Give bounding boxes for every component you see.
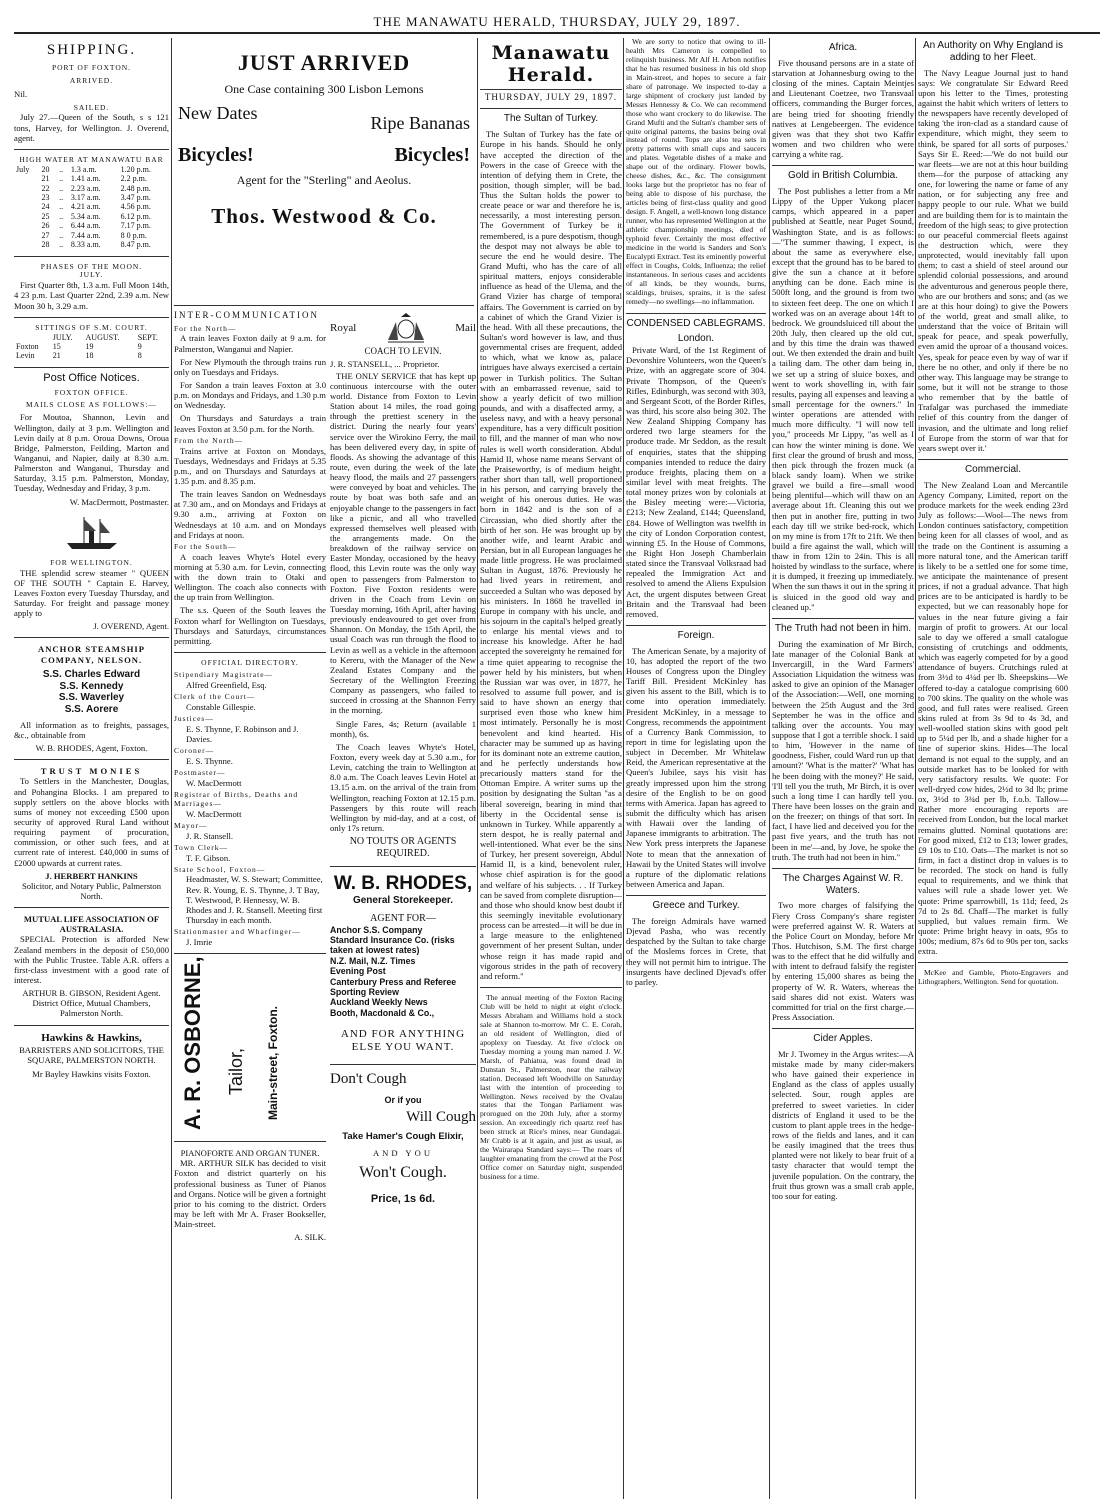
official-directory [174,671,326,947]
royal-label: Royal [330,321,357,334]
tide-row [14,231,169,240]
directory-office: State School, Foxton— [174,864,266,874]
osborne-advert [174,956,326,1135]
sittings-cell: Foxton [16,341,39,351]
tide-table [14,165,169,250]
greece-turkey-heading: Greece and Turkey. [626,895,766,912]
tide-row [14,174,169,183]
sittings-heading: SITTINGS OF S.M. COURT. [35,322,148,332]
agency-item: Canterbury Press and Referee [330,976,457,987]
wont-cough: Won't Cough. [359,1164,447,1182]
rhodes-title: W. B. RHODES, [333,872,473,894]
sittings-cell: 9 [137,341,142,351]
london-heading: London. [677,333,715,345]
coach-notice: A coach leaves Whyte's Hotel every morning at 5.30 a.m. for Levin, connecting with the down train to Otaki and Wellington. The coach also connects with the up train from Wellington. [174,551,326,603]
port-heading: PORT OF FOXTON. [51,62,132,72]
post-office-heading: Post Office Notices. [14,367,169,385]
agency-item: Sporting Review [330,986,399,997]
column-leader [480,38,622,1499]
hankins-name: J. HERBERT HANKINS [45,870,138,881]
tide-cell: 7.44 a.m. [70,230,101,240]
column-rule [477,38,478,1499]
authority-article: The Navy League Journal just to hand says: We congratulate Sir Edward Reed upon his letter to the Times, protesting against the habit which writers of letters to the newspapers have recently developed of taking 'the iron-clad as a standard cause of expenditure, which might, they seem to think, be spared for all sorts of purposes.' Says Sir E. Reed:—'We do not build our war fleets—we are not at this hour building them—for the purpose of attacking any one, for lowering the name or fame of any nation, or for subjecting any free and happy people to our rule. What we build and are building them for is to maintain the freedom of the high seas; to give protection to our peaceful commercial fleets against the destruction which, were they unprotected, would inevitably fall upon them; to cast a shield of steel around our splendid colonial possessions, and around the adventurous and generous people there, who are our brothers and sons; and (as we are at this hour doing) to give the Powers of the world, great and small alike, to understand that the voice of Britain will speak for peace, and speak powerfully, even amid the uproar of a thousand voices. Yes, speak for peace even by way of war if there be no other, and only if there be no other way. This language may be strange to some, but it will not be strange to those who remember that by the battle of Trafalgar was purchased the immediate relief of this country from the danger of invasion, and the ultimate and long relief of Europe from the storm of war that for years swept over it.' [918,67,1068,453]
tide-cell [14,184,40,193]
for-south-heading: For the South— [174,541,237,551]
tide-cell: .. [59,211,64,221]
hamers-elixir: Take Hamer's Cough Elixir, [342,1130,464,1142]
piano-tuner-text: MR. ARTHUR SILK has decided to visit Foxton and district quarterly on his professional business as Tuner of Pianos and Organs. Notice will be given a fortnight prior to his coming to the district. Orders may be left with Mr A. Fraser Bookseller, Main-street. [174,1158,326,1230]
moon-heading: PHASES OF THE MOON. [40,261,143,271]
london-news: Private Ward, of the 1st Regiment of Devonshire Volunteers, won the Queen's Prize, with an aggregate score of 304. Private Thompson, of the Queen's Rifles, Edinburgh, was second with 303, and Sergeant Scott, of the Border Rifles, was third, his score also being 302. The New Zealand Shipping Company has ordered two large steamers for the produce trade. Mr Seddon, as the result of enquiries, states that the shipping companies intended to reduce the dairy produce freights, placing them on a similar level with meat freights. The total money prizes won by colonials at the Bisley meeting were:—Victoria, £213; New Zealand, £144; Queensland, £84. Howe of Wellington was twelfth in the city of London Corporation contest, winning £5. In the House of Commons, the Right Hon Joseph Chamberlain stated since the Transvaal Volksraad had repealed the Immigration Act and resolved to amend the Aliens Expulsion Act, the urgent disputes between Great Britain and the Transvaal had been removed. [626,345,766,619]
directory-office: Coroner— [174,745,215,755]
directory-office: Mayor— [174,820,208,830]
agency-item: Booth, Macdonald & Co., [330,1007,435,1018]
foreign-news: The American Senate, by a majority of 10, has adopted the report of the two Houses of Congress upon the Dingley Tariff Bill. President McKinley has given his assent to the Bill, which is to come into operation immediately. President McKinley, in a message to Congress, recommends the appointment of a Currency Bank Commission, to report in time for legislating upon the subject in December. Mr Whitelaw Reid, the American representative at the Queen's Jubilee, says his visit has greatly impressed upon him the strong desire of the English to be on good terms with America. Japan has agreed to submit the difficulty which has arisen with Hawaii over the landing of Japanese immigrants to arbitration. The New York press interprets the Japanese Note to mean that the annexation of Hawaii by the United States will involve a rupture of the diplomatic relations between America and Japan. [626,645,766,890]
tide-cell [14,221,40,230]
sittings-cell: AUGUST. [85,332,120,342]
herald-title: Manawatu Herald. [491,42,611,87]
tide-row [14,221,169,230]
dont-cough: Don't Cough [330,1070,407,1087]
tide-cell: 3.17 a.m. [70,192,101,202]
local-notes: We are sorry to notice that owing to ill-health Mrs Cameron is compelled to relinquish business. Mr Alf H. Arbon notifies that he has resumed business in his old shop in Main-street, and hopes to secure a fair share of patronage. We inspected to-day a large shipment of crockery just landed by Messrs Hennessy & Co. We can recommend those who want crockery to do likewise. The Grand Mufti and the Sultan's chamber sets of quite original patterns, the basins being oval instead of round. Tops are also tea sets in pretty patterns with small cups and saucers and plates. Vegetable dishes of a make and shape out of the ordinary. Flower bowls, cheese dishes, &c., &c. The consignment looks large but the proprietor has no fear of being able to dispose of his purchase, the articles being of first-class quality and good design. F. Angell, a well-known long distance runner, who has represented Wellington at the athletic championship meetings, died of typhoid fever. Certainly the most effective medicine in the world is Sanders and Son's Eucalypti Extract. Test its eminently powerful effect in Coughs, Colds, Influenza; the relief instantaneous. In serious cases and accidents of all kinds, be they wounds, burns, scaldings, bruises, sprains, it is the safest remedy—no swellings—no inflammation. [626,38,766,306]
truth-article: During the examination of Mr Birch, late manager of the Colonial Bank at Invercargill, in the Ward Farmers' Association Liquidation the witness was asked to give an opinion of the Manager of the Association:—Well, one morning between the 25th August and the 3rd September he was in the office and talking over the accounts. You may suppose that I got a terrible shock. I said to him, 'However in the name of goodness, Fisher, could Ward run up that amount?' 'What is the matter?' 'What has he been doing with the money?' He said, 'I'll tell you the truth, Mr Birch, it is over such a long time I can hardly tell you. There have been losses on the grain and on the freezer; on things of that sort. In fact, I have lied and deceived you for the past five years, and the truth has not been in me'—and, by Jove, he spoke the truth. The truth had not been in him." [772,638,914,862]
tide-cell: 8 0 p.m. [120,230,147,240]
coach-to-levin: COACH TO LEVIN. [364,346,442,356]
sittings-cell: 21 [52,351,61,361]
tide-cell [14,174,40,183]
anything-else-line: AND FOR ANYTHING ELSE YOU WANT. [340,1028,466,1054]
sittings-row [14,351,169,360]
official-directory-heading: OFFICIAL DIRECTORY. [201,657,299,667]
column-coach-and-adverts [330,310,476,1499]
steamer-notice: The s.s. Queen of the South leaves the Foxton wharf for Wellington on Tuesdays, Thursdays and Saturdays, circumstances permitting. [174,605,326,646]
storekeeper-label: General Storekeeper. [352,895,454,907]
tide-cell: 23 [41,192,50,202]
gold-heading: Gold in British Columbia. [772,165,914,182]
africa-news: Five thousand persons are in a state of starvation at Johannesburg owing to the closing of the mines. Captain Meintjes and Lieutenant Coetzee, two Transvaal officers, commanding the Burger forces, are being tried for shooting friendly natives at Lengebeergen. The evidence given was that they shot two Kaffir women and two children who were carrying a white rag. [772,57,914,160]
tide-cell: 4.56 p.m. [120,202,151,212]
anchor-company-title: ANCHOR STEAMSHIP COMPANY, NELSON. [38,644,145,665]
column-rule [769,38,770,1499]
tide-row [14,240,169,249]
tide-cell [14,202,40,211]
arrived-heading: ARRIVED. [69,75,114,85]
masthead-rule [14,32,1100,34]
hawkins-visit: Mr Bayley Hawkins visits Foxton. [32,1068,151,1079]
directory-office: Stationmaster and Wharfinger— [174,927,301,937]
trust-monies-text: To Settlers in the Manchester, Douglas, and Pohangina Blocks. I am prepared to supply settlers on the above blocks with sums of money not exceeding £500 upon security of approved Rural Land without requiring payment of procuration, commission, or other such fees, and at current rate of interest. £40,000 in sums of £2000 upwards at current rates. [14,776,169,868]
for-north-heading: For the North— [174,323,237,333]
tide-cell: 26 [41,221,50,231]
sailed-heading: SAILED. [73,102,110,112]
tide-cell: 3.47 p.m. [120,192,151,202]
sailed-text: July 27.—Queen of the South, s s 121 tons, Harvey, for Wellington. J. Overend, agent. [14,112,169,143]
mail-label: Mail [455,321,476,334]
commercial-article: The New Zealand Loan and Mercantile Agency Company, Limited, report on the produce markets for the week ending 23rd July as follows:—Wool—The news from London continues satisfactory, competition being keen for all classes of wool, and as the trade on the Continent is assuming a more natural tone, and the American tariff is likely to be a settled one for some time, we anticipate the maintenance of present prices, if not a gradual advance. That high prices are to be anticipated is hardly to be expected, but we can reasonably hope for values in the near future giving a fair margin of profit to growers. At our local sale to day we offered a small catalogue consisting of crutchings and oddments, which was eagerly competed for by a good attendance of buyers. Crutchings ruled at from 3½d to 4¼d per lb. Sheepskins—We offered to-day a catalogue comprising 600 to 700 skins. The quality on the whole was good, and full rates were realised. Green skins ruled at from 3s 9d to 4s 3d, and well-woolled station skins with good pelt up to 5¼d per lb, and a shade higher for a line of superior skins. Hides—The local demand is not equal to the supply, and an outside market has to be looked for with very satisfactory results. We quote: For well-dryed cow hides, 2½d to 3d lb; prime ox, 3½d to 3¾d per lb, f.o.b. Tallow—Rather more encouraging reports are received from London, but the local market remains glutted. Nominal quotations are: For good mixed, £12 to £13; lower grades, £9 10s to £10. Oats—The market is not so firm, in fact a distinct drop in values is to be recorded. The stock on hand is fully equal to requirements, and we think that values will rule a shade lower yet. We quote: Prime sparrowbill, 1s 11d; feed, 2s 7d to 2s 8d. Chaff—The market is fully supplied, but values remain firm. We quote: Prime bright heavy in oats, 95s to 100s; medium, 87s 6d to 90s per ton, sacks extra. [918,479,1068,957]
commercial-heading: Commercial. [918,459,1068,476]
tide-cell: July [16,164,30,174]
tide-cell: 2.48 p.m. [120,183,151,193]
coach-text: THE ONLY SERVICE that has kept up continuous intercourse with the outer world. Distance from Foxton to Levin Station about 14 miles, the road going through the prettiest scenery in the district. During the nearly four years' service over the Wirokino Ferry, the mail has been delivered every day, in spite of floods. As showing the advantage of this route, even during the week of the late heavy flood, the mails and 27 passengers were conveyed by boat and vehicles. The route by boat was both safe and an enjoyable change to the passengers in fact like a picnic, and all who travelled expressed themselves well pleased with the arrangements made. On the breakdown of the railway service on Easter Monday, occasioned by the heavy flood, this Levin route was the only way open to passengers from Palmerston to Foxton. Five Foxton residents were driven in the Coach from Levin on Tuesday morning, 16th April, after having previously endeavoured to get over from Shannon. On Monday, the 15th April, the usual Coach was run through the flood to Levin as well as a vehicle in the afternoon to Kereru, with the Manager of the New Zealand Estates Company and the Secretary of the Wellington Freezing Company as passengers, who failed to succeed in crossing at the Shannon Ferry in the morning. [330,370,476,716]
tide-cell: 5.34 a.m. [70,211,101,221]
tide-cell: 8.47 p.m. [120,240,151,250]
sittings-cell: SEPT. [137,332,158,342]
from-north-heading: From the North— [174,435,244,445]
tide-cell: 6.44 a.m. [70,221,101,231]
column-rule [915,38,916,1499]
column-shipping [14,38,169,1499]
anchor-info: All information as to freights, passages, &c., obtainable from [14,719,169,741]
directory-office: Postmaster— [174,767,226,777]
tide-cell: 4.21 a.m. [70,202,101,212]
sultan-heading: The Sultan of Turkey. [480,108,622,125]
moon-text: First Quarter 8th, 1.3 a.m. Full Moon 14th, 4 23 p.m. Last Quarter 22nd, 2.39 a.m. New Moon 30 h, 3.29 a.m. [14,280,169,311]
overend-agent: J. OVEREND, Agent. [93,621,169,632]
directory-office: Justices— [174,713,214,723]
agency-item: Standard Insurance Co. (risks taken at lowest rates) [330,935,455,956]
coach-fares: Single Fares, 4s; Return (available 1 month), 6s. [330,718,476,739]
gold-article: The Post publishes a letter from a Mr Lippy of the Upper Yukong placer camps, which appeared in a paper published at Seattle, near Puget Sound, Washington State, and is as follows:—"The summer thawing, I expect, is about the same as everywhere else, except that the ground has to be bared to give the sun a chance at it before anything can be done. Each mine is 500ft long, and the ground is from two to sixteen feet deep. The one on which I worked was on an average about 14ft to bedrock. We groundsluiced till about the 20th July, then cleared up the old cut, and by this time the drain was thawed out. We then extended the drain and built a tailing dam. The other dam being in, we set up a string of sluice boxes, and went to work shovelling in, with fair results, paying all expenses and leaving a small percentage for the owners." In winter operations are attended with much more difficulty. "I will now tell you," proceeds Mr Lippy, "as well as I can how the winter mining is done. We first clear the ground of brush and moss, then pick through the frozen muck (a black sandy loam). When we strike gravel we build a fire—small wood being plentiful—which will thaw on an average about 1ft. Cleaning this out we then put in another fire, putting in two each day till we strike bed-rock, which on my mine is from 17ft to 21ft. We then build a fire against the wall, which will thaw in from 12in to 24in. This is all hoisted by windlass to the surface, where it is dumped, it freezing up immediately. When the sun thaws it out in the spring it is sluiced in the good old way and cleaned up." [772,186,914,612]
tide-cell: 25 [41,211,50,221]
tide-cell: .. [59,192,64,202]
tide-cell: 1.41 a.m. [70,174,101,184]
steamer-text: THE splendid screw steamer " QUEEN OF THE SOUTH " Captain E. Harvey, Leaves Foxton every Tuesday Thursday, and Saturday. For freight and passage money apply to [14,567,169,619]
cider-heading: Cider Apples. [772,1028,914,1045]
foreign-heading: Foreign. [626,625,766,642]
sittings-cell: 18 [85,351,94,361]
agent-for-heading: AGENT FOR— [370,912,436,924]
sittings-row [14,342,169,351]
authority-heading: An Authority on Why England is adding to her Fleet. [922,40,1064,63]
westwood-firm: Thos. Westwood & Co. [211,204,437,228]
sittings-row [14,333,169,342]
tide-cell: 6.12 p.m. [120,211,151,221]
hankins-sub: Solicitor, and Notary Public, Palmerston North. [21,880,162,902]
agency-item: Anchor S.S. Company [330,924,423,935]
bicycles-right: Bicycles! [394,144,470,166]
tide-cell: 7.17 p.m. [120,221,151,231]
sultan-article: The Sultan of Turkey has the fate of Europe in his hands. Should he only have accepted the direction of the Powers in the case of Greece with the intention of defying them in Crete, the position, though simpler, will be bad. Thus the Sultan holds the power to create peace or war and therefore he is, necessarily, a most interesting person. The Government of Turkey be it remembered, is a pure despotism, though the despot may not always be able to secure the end he would desire. The Grand Mufti, who has the care of all spiritual matters, enjoys considerable influence as head of the Ulema, and the Grand Vizier has charge of temporal affairs. The Government is carried on by a cabinet of which the Grand Vizier is the head. With all these precautions, the Sultan's word however is law, and thus governmental crises are frequent, added to which, what we know as, palace intrigues have always exercised a certain power in Turkish politics. The Sultan with an embarrassed revenue, said to show a yearly deficit of two million pounds, and with a disaffected army, a useless navy, and with a heavy personal expenditure, has a very difficult position to fill, and the manner of man who now rules is well worth consideration. Abdul Hamid II, whose name means Servant of the Praiseworthy, is of medium height, rather short than tall, well proportioned in his person, and carrying bravely the weight of his onerous duties. He was born in 1842 and is the son of a Circassian, who died shortly after the birth of her son. He was brought up by another wife, and learnt Arabic and Persian, but in all European languages he made little progress. He was proclaimed Sultan in August, 1876. Previously he had lived years in retirement, and succeeded a Sultan who was deposed by his ministers. In 1868 he travelled in Europe in company with his uncle, and his sojourn in the capital's helped greatly to enlarge his mental views and to increase his knowledge. After he had accepted the sovereignty he remained for a time quiet appearing to recognise the power held by his ministers, but when the Russian war was over, in 1877, he resolved to assume full power, and is said to have shown an energy that surprised even those who knew him most intimately. Personally he is most benevolent and kind hearted. His character may be summed up as having for its dominant note an extreme caution, and he perfectly understands how precariously matters stand for the Ottoman Empire. A writer sums up the position by designating the Sultan "as a liberal sovereign, bearing in mind that liberty in the Occidental sense is unknown in Turkey. While apparently a stern despot, he is really paternal and well-intentioned. What ever be the sins of Turkey, her present sovereign, Abdul Hamid II, is a kind, benevolent ruler, whose chief aspiration is for the good and welfare of his subjects. . . If Turkey can be saved from complete disruption—and those who should know best doubt if this seemingly inevitable evolutionary process can be arrested—it will be due in a large measure to the enlightened government of her present Sultan, under whose reign it has made rapid and vigorous strides in the path of recovery and reform." [480,129,622,981]
train-notice: For New Plymouth the through trains run only on Tuesdays and Fridays. [174,356,326,377]
directory-holder: J. R. Stansell. [186,830,234,841]
masthead: THE MANAWATU HERALD, THURSDAY, JULY 29, 1897. [373,14,741,29]
elixir-price: Price, 1s 6d. [370,1193,436,1206]
directory-office: Town Clerk— [174,842,229,852]
osborne-name: A. R. OSBORNE, [180,956,205,1131]
greece-turkey-news: The foreign Admirals have warned Djevad Pasha, who was recently despatched by the Sultan to take charge of the Moslems forces in Crete, that they will not permit him to intrigue. The insurgents have declined Djevad's offer to parley. [626,915,766,987]
sterling-agent-line: Agent for the "Sterling" and Aeolus. [236,173,412,187]
advert-just-arrived [174,42,474,302]
ship-kennedy: S.S. Kennedy [59,680,124,692]
post-office-sub: FOXTON OFFICE. [54,387,129,397]
sittings-cell: Levin [16,351,35,361]
piano-tuner-heading: PIANOFORTE AND ORGAN TUNER. [180,1148,320,1159]
directory-holder: E. S. Thynne. [186,755,233,766]
mails-text: For Moutoa, Shannon, Levin and Wellington, daily at 3 p.m. Wellington and Levin daily at 8 p.m. Oroua Downs, Oroua Bridge, Palmerston, Feilding, Marton and Wanganui, and Napier, daily at 8.30 a.m. Palmerston and Wanganui, Thursday and Saturday, 3.15 p.m. Palmerston, Monday, Tuesday, Wednesday and Friday, 3 p.m. [14,412,169,494]
leader-date: THURSDAY, JULY 29, 1897. [484,91,618,102]
directory-holder: W. MacDermott [186,808,242,819]
tide-row [14,165,169,174]
column-fleet-commercial [918,38,1068,1499]
tide-cell: 20 [41,164,50,174]
tide-cell: .. [59,202,64,212]
and-you: AND YOU [372,1148,434,1159]
osborne-street: Main-street, Foxton. [266,1006,280,1121]
dates-line: New Dates [178,103,258,123]
tide-cell [14,212,40,221]
column-intercommunication [174,310,326,1499]
train-notice: Trains arrive at Foxton on Mondays, Tuesdays, Wednesdays and Fridays at 5.35 p.m., and on Thursdays and Saturdays at 1.35 p.m. and 8.35 p.m. [174,445,326,486]
tide-cell: .. [59,164,64,174]
directory-holder: Headmaster, W. S. Stewart; Committee, Rev. R. Young, E. S. Thynne, J. T Bay, T. Westwood, P. Hennessy, W. B. Rhodes and J. R. Stansell. Meeting first Thursday in each month. [186,874,323,926]
tide-row [14,202,169,211]
tide-cell: 8.33 a.m. [70,240,101,250]
directory-holder: J. Imrie [186,937,213,948]
engravers-notice: McKee and Gamble, Photo-Engravers and Lithographers, Wellington. Send for quotation. [918,968,1068,987]
coach-text-2: The Coach leaves Whyte's Hotel, Foxton, every week day at 5.30 a.m., for Levin, catching the train to Wellington at 8.0 a.m. The Coach leaves Levin Hotel at 13.15 a.m. on the arrival of the train from Wellington, reaching Foxton at 12.15 p.m. Passengers by this route will reach Wellington by mid-day, and at a cost, of only 17s return. [330,741,476,833]
for-wellington-heading: FOR WELLINGTON. [50,557,133,567]
tide-cell: .. [59,174,64,184]
ship-waverley: S.S. Waverley [58,692,125,704]
no-touts: NO TOUTS OR AGENTS REQUIRED. [349,836,457,859]
tide-cell: 24 [41,202,50,212]
tide-cell: .. [59,183,64,193]
directory-holder: T. F. Gibson. [186,852,231,863]
tide-cell: .. [59,230,64,240]
tide-row [14,212,169,221]
train-notice: A train leaves Foxton daily at 9 a.m. for Palmerston, Wanganui and Napier. [174,333,326,354]
truth-heading: The Truth had not been in him. [772,618,914,635]
sittings-table [14,333,169,361]
charges-heading: The Charges Against W. R. Waters. [772,868,914,897]
train-notice: On Thursdays and Saturdays a train leaves Foxton at 3.50 p.m. for the North. [174,413,326,434]
sittings-cell [14,333,51,342]
bananas-line: Ripe Bananas [370,113,470,133]
sittings-cell: 15 [52,341,61,351]
high-water-heading: HIGH WATER AT MANAWATU BAR [19,154,164,164]
intercommunication-heading: INTER-COMMUNICATION [174,310,319,320]
trust-monies-title: TRUST MONIES [40,766,143,777]
directory-holder: Constable Gillespie. [186,701,256,712]
agency-item: Evening Post [330,966,386,977]
cider-article: Mr J. Twomey in the Argus writes:—A mistake made by many cider-makers who have gained their experience in England as the class of apples usually selected. Sour, rough apples are preferred to sweet varieties. In cider districts of England it used to be the custom to plant apple trees in the hedge-rows of the fields and lanes, and it can be easily imagined that the trees thus planted were not likely to bear fruit of a tasty character that would tempt the juvenile population. On the contrary, the fruit thus grown was a small crab apple, too sour for eating. [772,1048,914,1201]
train-notice: The train leaves Sandon on Wednesdays at 7.30 am., and on Mondays and Fridays at 9.30 a.m., arriving at Foxton on Wednesdays at 10 a.m. and on Mondays and Fridays at noon. [174,489,326,540]
tide-cell: 27 [41,230,50,240]
directory-office: Registrar of Births, Deaths and Marriages— [174,789,299,808]
directory-holder: E. S. Thynne, F. Robinson and J. Davies. [186,723,299,744]
tide-cell: .. [59,240,64,250]
arrived-nil: Nil. [14,89,28,100]
column-rule [171,38,172,1499]
sittings-cell: JULY. [52,332,73,342]
tide-cell: 21 [41,174,50,184]
lemons-line: One Case containing 300 Lisbon Lemons [224,82,424,96]
royal-crest-icon [384,312,428,344]
column-news [626,38,766,1499]
tide-cell: .. [59,221,64,231]
ship-charles-edward: S.S. Charles Edward [42,668,141,680]
tide-cell: 1.20 p.m. [120,164,151,174]
gibson-agent: ARTHUR B. GIBSON, Resident Agent. District Office, Mutual Chambers, Palmerston North. [22,988,161,1019]
agency-item: N.Z. Mail, N.Z. Times [330,955,416,966]
mails-heading: MAILS CLOSE AS FOLLOWS:— [26,399,157,409]
tide-cell: 2.2 p.m. [120,174,147,184]
shipping-heading: SHIPPING. [46,42,137,58]
tide-cell [14,231,40,240]
stansell-proprietor: J. R. STANSELL, ... Proprietor. [330,358,440,369]
train-notice: For Sandon a train leaves Foxton at 3.0 p.m. on Mondays and Fridays, and 1.30 p.m on Wednesday. [174,380,326,411]
column-rule [623,38,624,1499]
silk-signature: A. SILK. [294,1232,326,1243]
directory-office: Stipendiary Magistrate— [174,669,274,679]
osborne-tailor: Tailor, [226,1048,246,1096]
rhodes-agent: W. B. RHODES, Agent, Foxton. [35,743,148,754]
charges-article: Two more charges of falsifying the Fiery Cross Company's share register were preferred against W. R. Waters at the Police Court on Monday, before Mr Thos. Hutchison, S.M. The first charge was to the effect that he did wilfully and with intent to defraud falsify the register by entering 15,000 shares as being the property of W. R. Waters, whereas the said shares did not exist. Waters was committed for trial on the first charge.—Press Association. [772,900,914,1022]
column-cables [772,38,914,1499]
hawkins-sub: BARRISTERS AND SOLICITORS, THE SQUARE, PALMERSTON NORTH. [19,1044,164,1065]
just-arrived-title: JUST ARRIVED [237,50,411,75]
moon-month: JULY. [79,270,104,280]
will-cough: Will Cough [406,1109,476,1126]
mutual-life-title: MUTUAL LIFE ASSOCIATION OF AUSTRALASIA. [23,914,160,935]
directory-office: Clerk of the Court— [174,691,256,701]
postmaster: W. MacDermott, Postmaster. [69,496,169,507]
tide-cell [14,193,40,202]
hawkins-title: Hawkins & Hawkins, [41,1031,142,1044]
local-news: The annual meeting of the Foxton Racing Club will be held to night at eight o'clock. Messrs Abraham and Williams hold a stock sale at Shannon to-morrow. Mr C. E. Corah, an old resident of Wellington, died of apoplexy on Tuesday. At five o'clock on Tuesday morning a young man named J. W. Marsh, of Pahiatua, was found dead in Dunstan St., Palmerston, near the railway station. Deceased left Woodville on Saturday last with the intention of proceeding to Wellington. News received by the Ovalau states that the Tongan Parliament was prorogued on the 20th July, after a stormy session. An exceedingly rich quartz reef has been struck at Rice's mines, near Gundagai. Mr Crabb is at it again, and just as usual, as the Wairarapa Standard says:— The roars of laughter emanating from the crowd at the Post Office corner on Saturday night, suspended business for a time. [480,993,622,1182]
africa-heading: Africa. [828,42,858,53]
directory-holder: W. MacDermott [186,777,242,788]
agency-item: Auckland Weekly News [330,997,428,1008]
agency-list [330,925,476,1018]
bicycles-left: Bicycles! [178,144,254,166]
tide-cell: 28 [41,240,50,250]
mutual-life-text: SPECIAL Protection is afforded New Zealand members in the deposit of £50,000 with the Public Trustee. Table A.R. offers a first-class investment with a good rate of interest. [14,934,169,985]
sittings-cell: 8 [137,351,142,361]
tide-cell: 2.23 a.m. [70,183,101,193]
tide-row [14,193,169,202]
ship-icon [62,513,122,553]
condensed-cablegrams-heading: CONDENSED CABLEGRAMS. [626,313,766,330]
sittings-cell: 19 [85,341,94,351]
directory-holder: Alfred Greenfield, Esq. [186,679,267,690]
tide-cell: 1.3 a.m. [70,164,97,174]
tide-row [14,184,169,193]
or-if-you: Or if you [384,1094,422,1105]
tide-cell: 22 [41,183,50,193]
tide-cell [14,240,40,249]
ship-aorere: S.S. Aorere [64,704,119,716]
